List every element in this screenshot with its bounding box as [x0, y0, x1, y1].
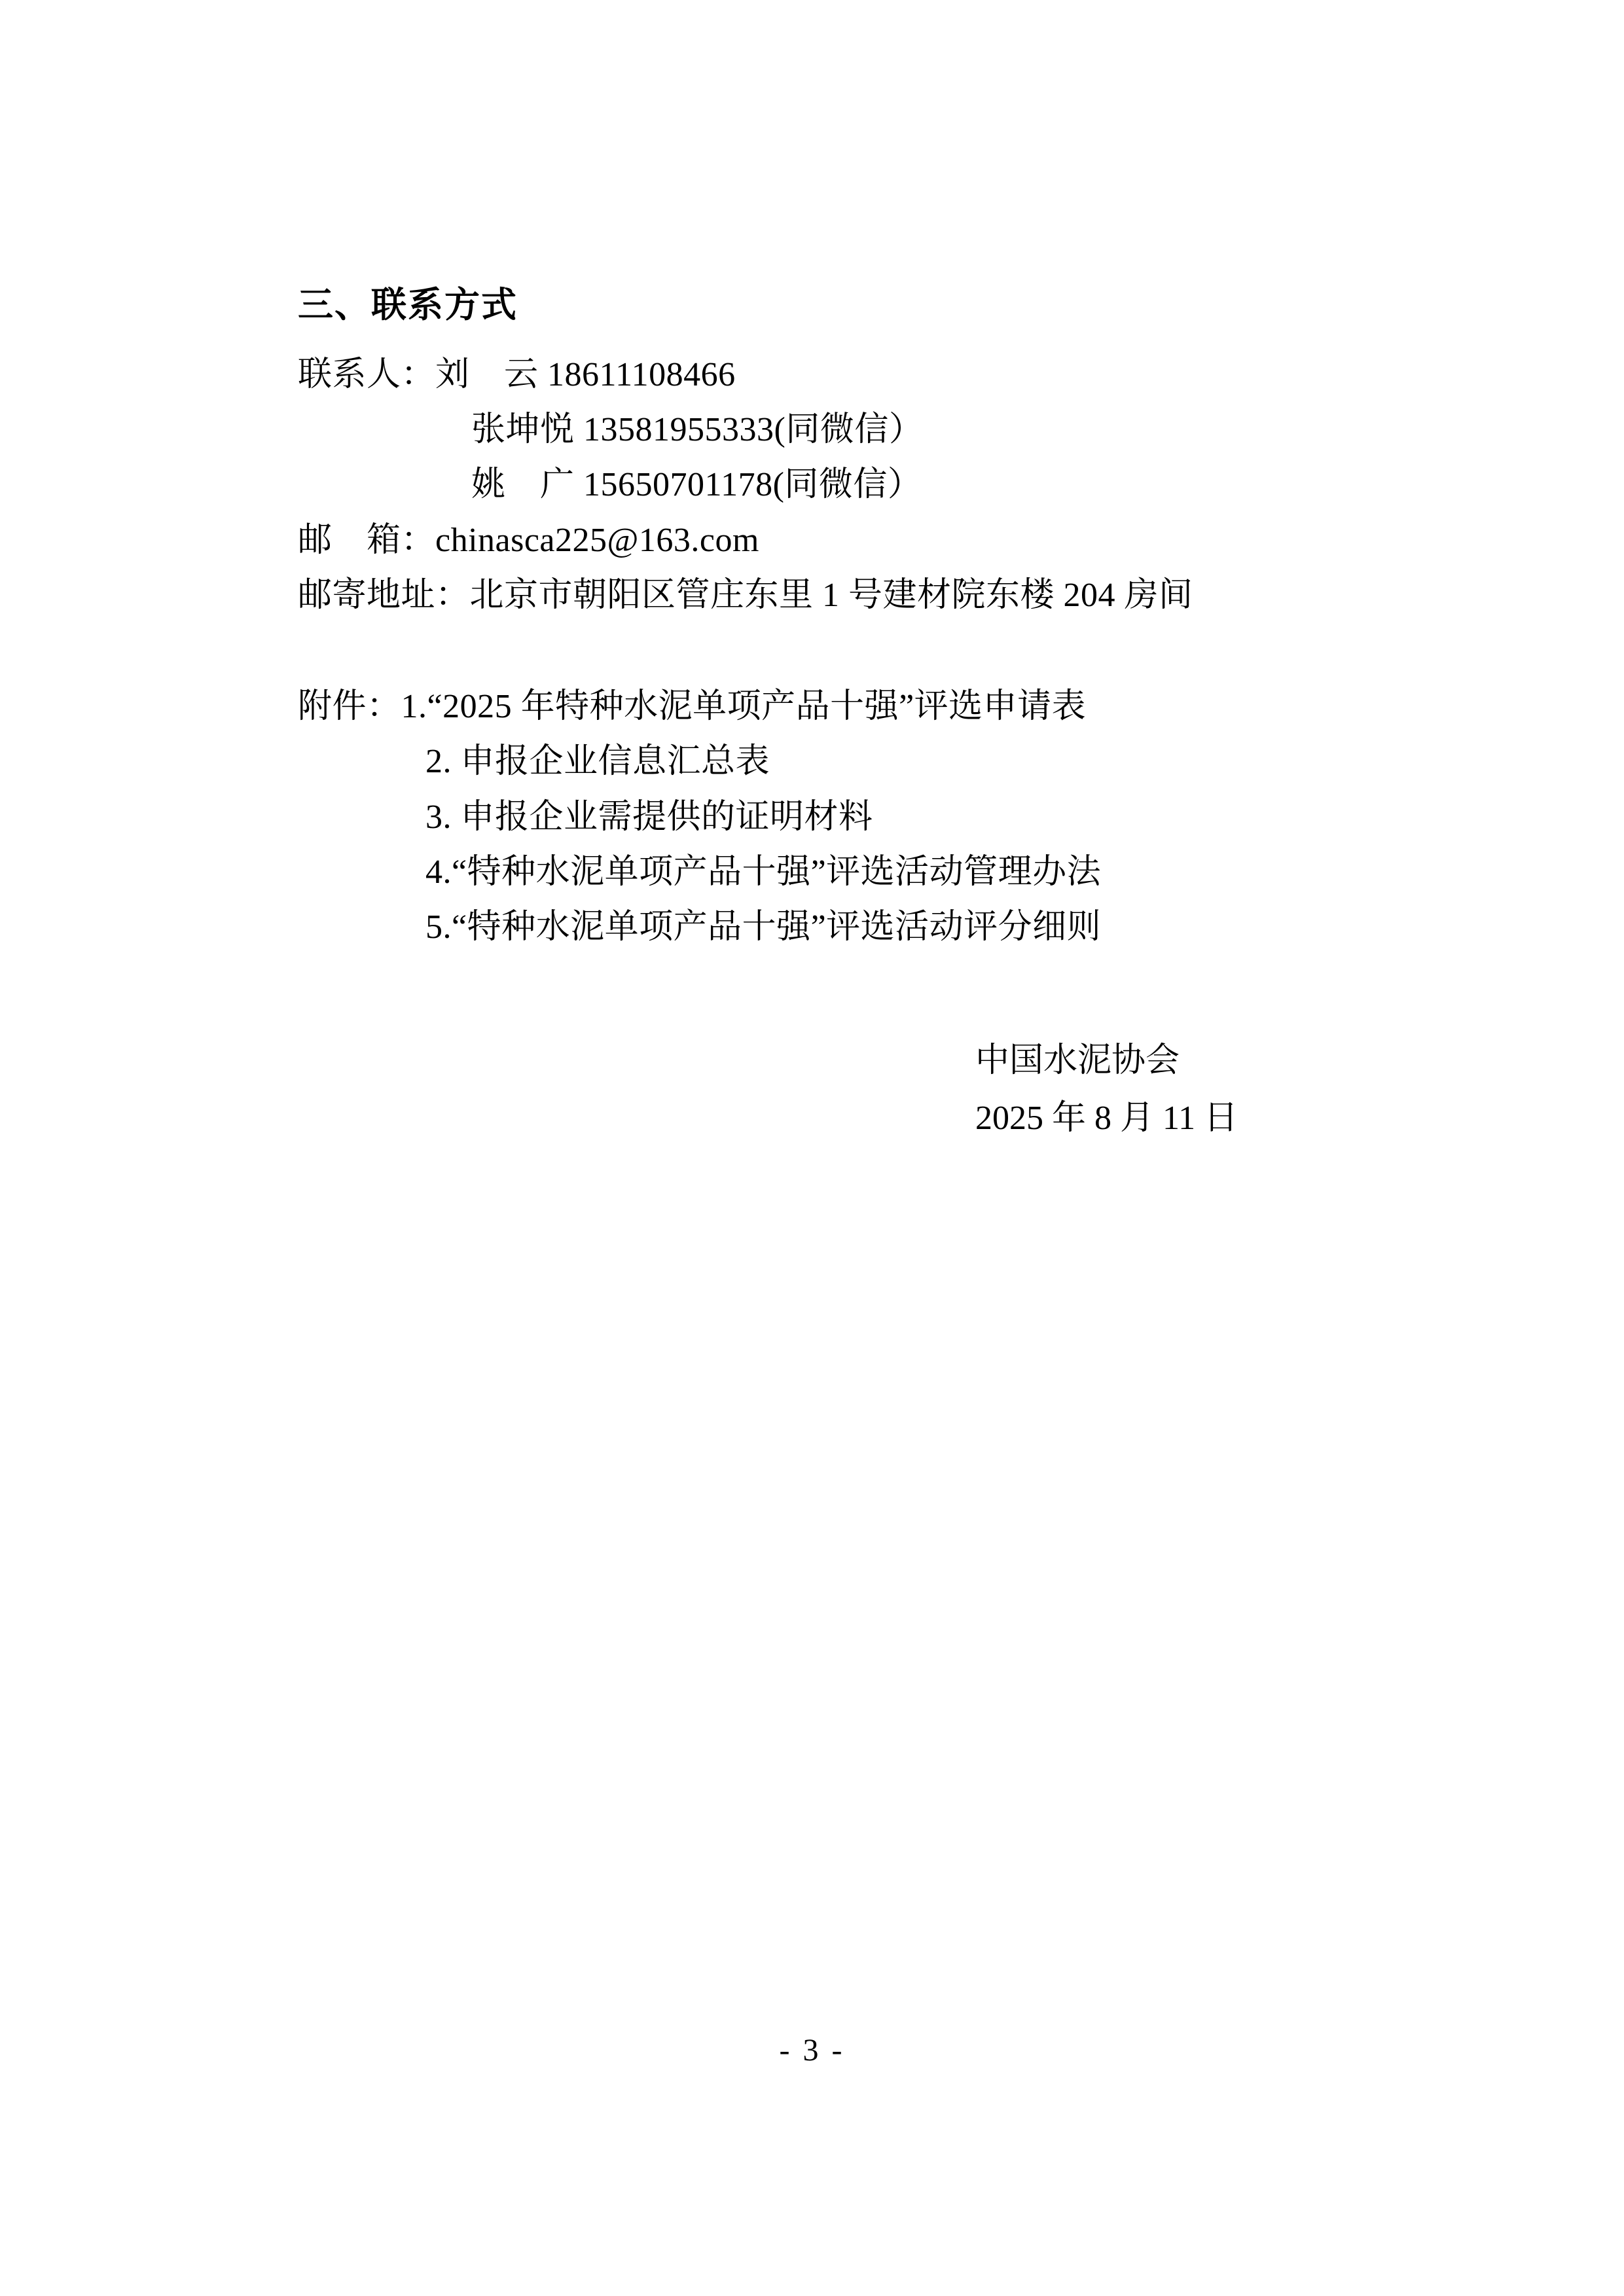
signature-block — [298, 1032, 1358, 1147]
signature-date: 2025 年 8 月 11 日 — [975, 1099, 1238, 1137]
section-heading-contact: 三、联系方式 — [298, 285, 518, 325]
contact-mailing-address: 邮寄地址：北京市朝阳区管庄东里 1 号建材院东楼 204 房间 — [298, 576, 1193, 614]
spacer — [298, 623, 1358, 679]
contact-person-third: 姚 广 15650701178(同微信） — [471, 466, 922, 504]
contact-person-primary: 联系人：刘 云 18611108466 — [298, 355, 736, 393]
document-body — [298, 281, 1358, 1147]
attachment-item-3: 3. 申报企业需提供的证明材料 — [425, 798, 873, 836]
page-number: - 3 - — [779, 2033, 845, 2068]
contact-email: 邮 箱：chinasca225@163.com — [298, 521, 759, 559]
attachment-list — [298, 679, 1358, 955]
attachment-item-4: 4.“特种水泥单项产品十强”评选活动管理办法 — [425, 853, 1102, 891]
signature-organization: 中国水泥协会 — [975, 1042, 1180, 1080]
attachment-item-5: 5.“特种水泥单项产品十强”评选活动评分细则 — [425, 908, 1102, 946]
contact-person-second: 张坤悦 13581955333(同微信） — [471, 411, 924, 449]
attachment-item-2: 2. 申报企业信息汇总表 — [425, 743, 770, 781]
attachment-item-1: 附件：1.“2025 年特种水泥单项产品十强”评选申请表 — [298, 688, 1087, 726]
